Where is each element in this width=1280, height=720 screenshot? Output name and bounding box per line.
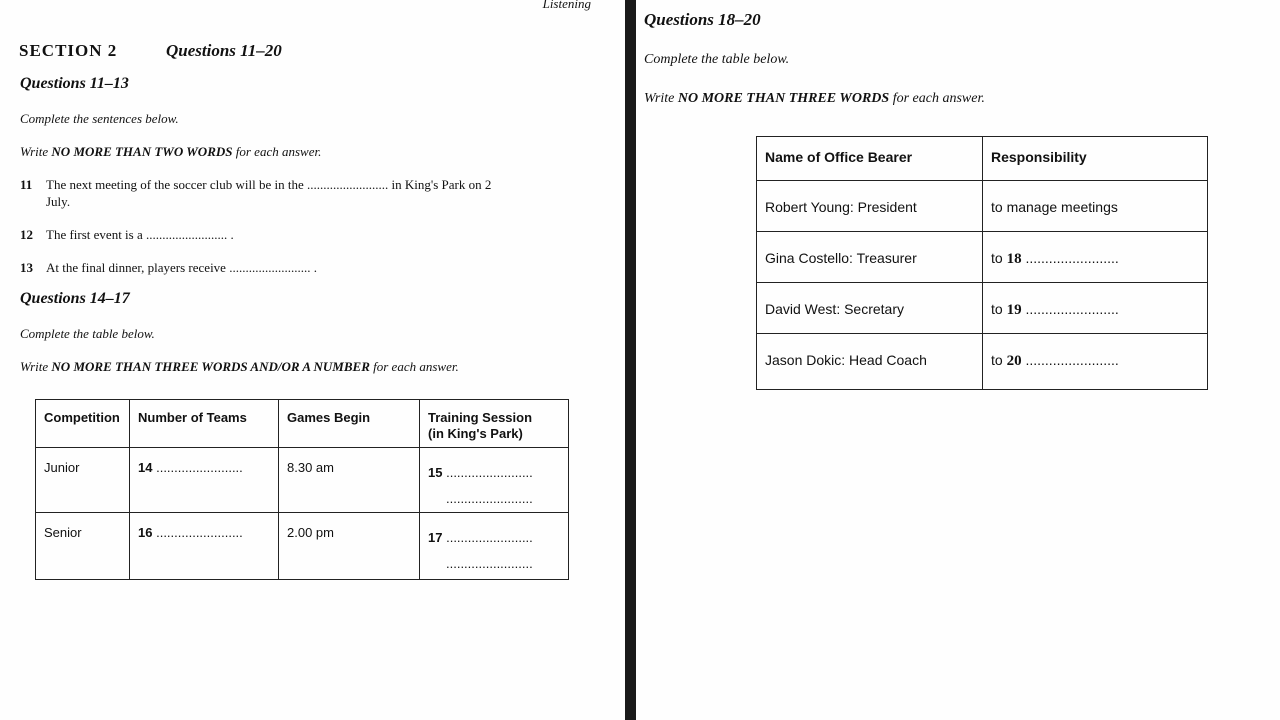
office-bearer-table <box>756 136 1208 390</box>
cell-name-robert-young: Robert Young: President <box>757 181 983 232</box>
header-office-bearer: Name of Office Bearer <box>757 137 983 181</box>
part2-instruction: Complete the table below. <box>20 326 155 341</box>
cell-question-17: 17 ........................ ........................ <box>420 513 569 580</box>
header-games-begin: Games Begin <box>279 400 420 448</box>
question-11-number: 11 <box>20 177 33 192</box>
part3-word-limit: Write NO MORE THAN THREE WORDS for each answer. <box>644 91 985 106</box>
section-label: SECTION 2 <box>19 41 118 60</box>
section-question-range: Questions 11–20 <box>166 41 282 60</box>
part2-word-limit: Write NO MORE THAN THREE WORDS AND/OR A NUMBER for each answer. <box>20 359 459 374</box>
question-11-text-cont: July. <box>46 194 71 209</box>
table-row <box>757 232 1208 283</box>
header-number-of-teams: Number of Teams <box>130 400 279 448</box>
cell-question-20: to 20 ........................ <box>983 334 1208 390</box>
cell-responsibility-president: to manage meetings <box>983 181 1208 232</box>
questions-14-17-title: Questions 14–17 <box>20 290 130 307</box>
cell-competition-junior: Junior <box>36 448 130 513</box>
cell-question-14: 14 ........................ <box>130 448 279 513</box>
question-12-text: The first event is a ......................... . <box>46 227 234 242</box>
table-row <box>757 334 1208 390</box>
question-13-text: At the final dinner, players receive ......................... . <box>46 260 317 275</box>
questions-11-13-title: Questions 11–13 <box>20 75 129 92</box>
header-training-session: Training Session (in King's Park) <box>420 400 569 448</box>
cell-games-senior: 2.00 pm <box>279 513 420 580</box>
question-12-number: 12 <box>20 227 33 242</box>
cell-competition-senior: Senior <box>36 513 130 580</box>
left-page <box>0 0 625 720</box>
cell-name-jason-dokic: Jason Dokic: Head Coach <box>757 334 983 390</box>
cell-name-david-west: David West: Secretary <box>757 283 983 334</box>
running-head: Listening <box>542 0 591 11</box>
header-responsibility: Responsibility <box>983 137 1208 181</box>
table-row <box>757 283 1208 334</box>
cell-games-junior: 8.30 am <box>279 448 420 513</box>
cell-name-gina-costello: Gina Costello: Treasurer <box>757 232 983 283</box>
table-row <box>36 513 569 580</box>
part3-instruction: Complete the table below. <box>644 52 790 67</box>
question-11-text: The next meeting of the soccer club will be in the ......................... in King's Park on 2 <box>46 177 492 192</box>
cell-question-15: 15 ........................ ........................ <box>420 448 569 513</box>
cell-question-18: to 18 ........................ <box>983 232 1208 283</box>
competition-table <box>35 399 569 580</box>
table-row <box>36 448 569 513</box>
right-page <box>636 0 1280 720</box>
question-13-number: 13 <box>20 260 33 275</box>
table-row <box>757 181 1208 232</box>
cell-question-16: 16 ........................ <box>130 513 279 580</box>
header-competition: Competition <box>36 400 130 448</box>
part1-word-limit: Write NO MORE THAN TWO WORDS for each answer. <box>20 144 322 159</box>
cell-question-19: to 19 ........................ <box>983 283 1208 334</box>
questions-18-20-title: Questions 18–20 <box>644 10 761 29</box>
part1-instruction: Complete the sentences below. <box>20 111 179 126</box>
